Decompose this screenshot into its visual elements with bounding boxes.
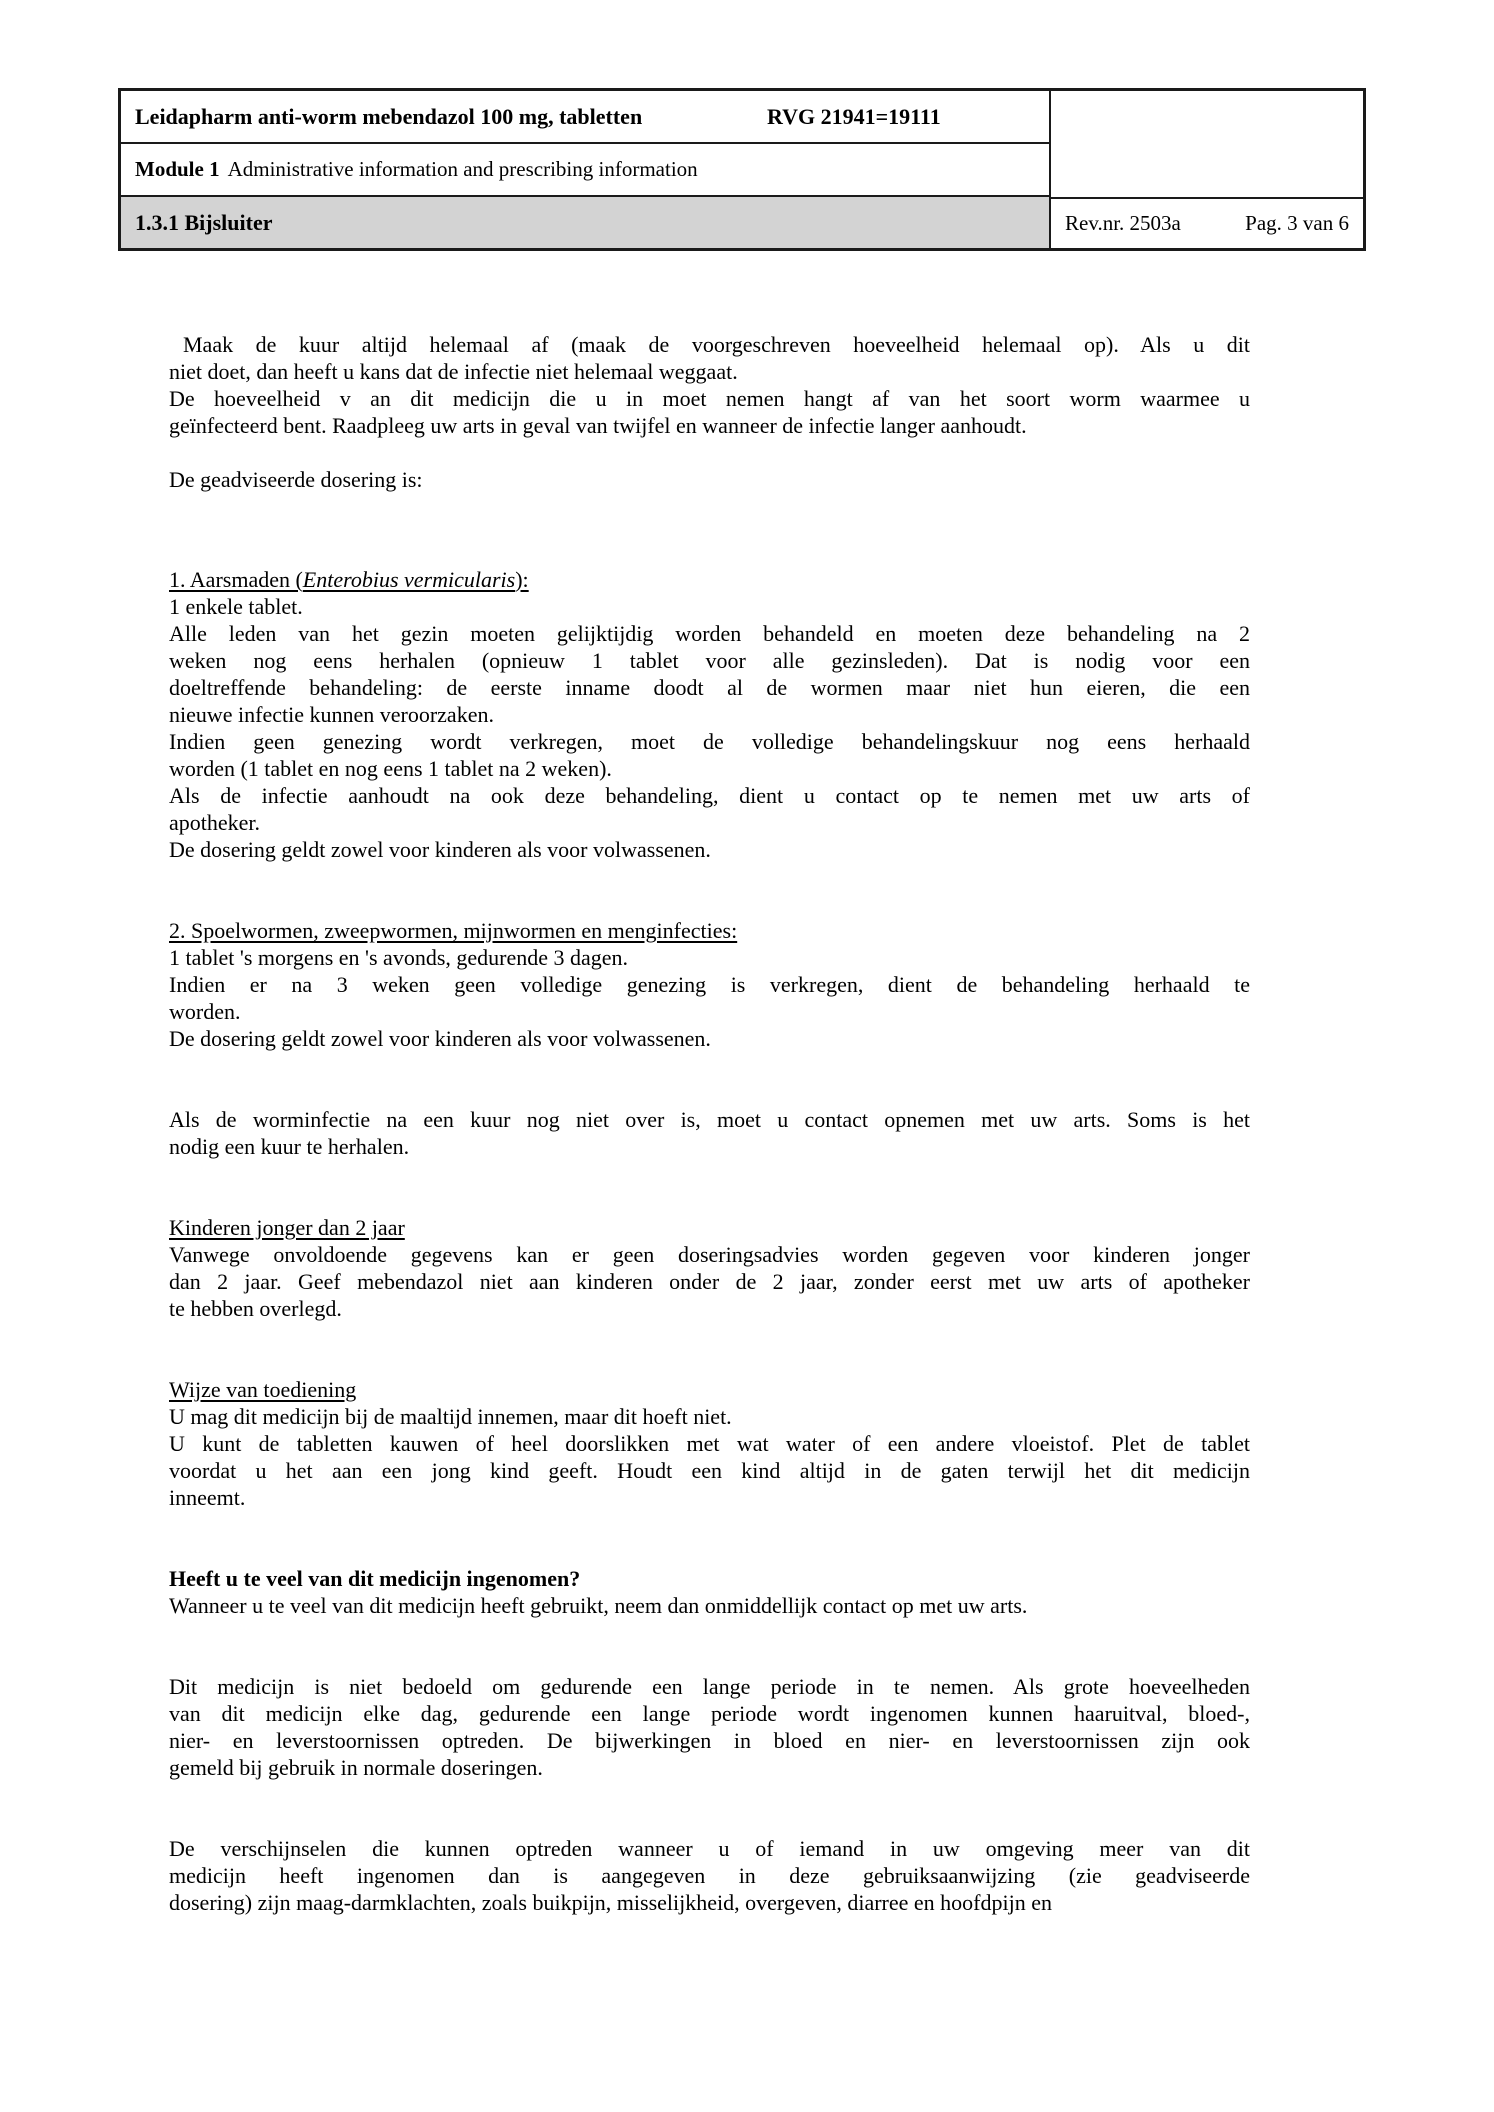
paragraph [169, 1835, 1250, 1916]
product-title: Leidapharm anti-worm mebendazol 100 mg, tabletten [135, 103, 643, 129]
text-line: nieuwe infectie kunnen veroorzaken. [169, 702, 494, 727]
text-line: nier- en leverstoornissen optreden. De bijwerkingen in bloed en nier- en leverstoornissen zijn ook [169, 1728, 1250, 1753]
paragraph [169, 385, 1250, 439]
text-line: Dit medicijn is niet bedoeld om gedurende een lange periode in te nemen. Als grote hoeveelheden [169, 1674, 1250, 1699]
text-line: De hoeveelheid v an dit medicijn die u in moet nemen hangt af van het soort worm waarmee u [169, 386, 1250, 411]
paragraph [169, 1025, 1250, 1052]
text-line: U kunt de tabletten kauwen of heel doorslikken met wat water of een andere vloeistof. Plet de tablet [169, 1431, 1250, 1456]
text-line: De dosering geldt zowel voor kinderen als voor volwassenen. [169, 1026, 711, 1051]
document-body [169, 331, 1250, 1916]
header-product-row [121, 91, 1049, 144]
paragraph [169, 1106, 1250, 1160]
header-module-row [121, 144, 1049, 197]
section-heading-underlined [169, 1214, 1250, 1241]
paragraph [169, 1592, 1250, 1619]
heading-text: 2. Spoelwormen, zweepwormen, mijnwormen en menginfecties: [169, 918, 738, 943]
text-line: Alle leden van het gezin moeten gelijktijdig worden behandeld en moeten deze behandeling na 2 [169, 621, 1250, 646]
text-line: van dit medicijn elke dag, gedurende een lange periode wordt ingenomen kunnen haaruitval, bloed-, [169, 1701, 1250, 1726]
heading-text: 1. Aarsmaden ( [169, 567, 303, 592]
section-label: 1.3.1 Bijsluiter [135, 209, 273, 235]
heading-text: ): [515, 567, 529, 592]
paragraph [169, 1430, 1250, 1511]
document-header-table [118, 88, 1366, 251]
section-heading-underlined [169, 566, 1250, 593]
section-heading-bold [169, 1565, 1250, 1592]
text-line: geïnfecteerd bent. Raadpleeg uw arts in geval van twijfel en wanneer de infectie langer aanhoudt. [169, 413, 1027, 438]
revision-number: Rev.nr. 2503a [1065, 211, 1181, 235]
text-line: nodig een kuur te herhalen. [169, 1134, 410, 1159]
text-line: worden (1 tablet en nog eens 1 tablet na 2 weken). [169, 756, 612, 781]
text-line: dan 2 jaar. Geef mebendazol niet aan kinderen onder de 2 jaar, zonder eerst met uw arts of apotheker [169, 1269, 1250, 1294]
header-rev-page-row [1051, 199, 1363, 248]
text-line: Wanneer u te veel van dit medicijn heeft gebruikt, neem dan onmiddellijk contact op met uw arts. [169, 1593, 1028, 1618]
text-line: U mag dit medicijn bij de maaltijd innemen, maar dit hoeft niet. [169, 1404, 732, 1429]
text-line: niet doet, dan heeft u kans dat de infectie niet helemaal weggaat. [169, 359, 738, 384]
heading-text: Kinderen jonger dan 2 jaar [169, 1215, 405, 1240]
text-line: doeltreffende behandeling: de eerste inname doodt al de wormen maar niet hun eieren, die een [169, 675, 1250, 700]
text-line: 1 tablet 's morgens en 's avonds, gedurende 3 dagen. [169, 945, 629, 970]
header-section-row [121, 197, 1049, 248]
text-line: Als de worminfectie na een kuur nog niet over is, moet u contact opnemen met uw arts. Soms is het [169, 1107, 1250, 1132]
paragraph [169, 944, 1250, 971]
paragraph [169, 593, 1250, 620]
paragraph [169, 466, 1250, 493]
paragraph [169, 728, 1250, 782]
text-line: worden. [169, 999, 241, 1024]
header-empty-cell [1051, 91, 1363, 199]
text-line: voordat u het aan een jong kind geeft. Houdt een kind altijd in de gaten terwijl het dit medicijn [169, 1458, 1250, 1483]
text-line: 1 enkele tablet. [169, 594, 303, 619]
text-line: gemeld bij gebruik in normale doseringen. [169, 1755, 543, 1780]
section-heading-underlined [169, 1376, 1250, 1403]
text-line: Maak de kuur altijd helemaal af (maak de voorgeschreven hoeveelheid helemaal op). Als u dit [183, 332, 1250, 357]
text-line: De dosering geldt zowel voor kinderen als voor volwassenen. [169, 837, 711, 862]
text-line: weken nog eens herhalen (opnieuw 1 tablet voor alle gezinsleden). Dat is nodig voor een [169, 648, 1250, 673]
paragraph [169, 836, 1250, 863]
page-number: Pag. 3 van 6 [1245, 211, 1349, 235]
heading-text: Heeft u te veel van dit medicijn ingenomen? [169, 1566, 581, 1591]
rvg-number: RVG 21941=19111 [767, 103, 941, 129]
text-line: te hebben overlegd. [169, 1296, 342, 1321]
paragraph [169, 331, 1250, 385]
text-line: medicijn heeft ingenomen dan is aangegeven in deze gebruiksaanwijzing (zie geadviseerde [169, 1863, 1250, 1888]
paragraph [169, 1241, 1250, 1322]
paragraph [169, 1673, 1250, 1781]
section-heading-underlined [169, 917, 1250, 944]
module-text: Administrative information and prescribing information [227, 157, 698, 181]
header-left-column [121, 91, 1051, 248]
text-line: dosering) zijn maag-darmklachten, zoals buikpijn, misselijkheid, overgeven, diarree en hoofdpijn en [169, 1890, 1052, 1915]
header-right-column [1051, 91, 1363, 248]
text-line: Vanwege onvoldoende gegevens kan er geen doseringsadvies worden gegeven voor kinderen jonger [169, 1242, 1250, 1267]
text-line: inneemt. [169, 1485, 246, 1510]
paragraph [169, 782, 1250, 836]
text-line: De verschijnselen die kunnen optreden wanneer u of iemand in uw omgeving meer van dit [169, 1836, 1250, 1861]
heading-text: Wijze van toediening [169, 1377, 357, 1402]
text-line: Indien geen genezing wordt verkregen, moet de volledige behandelingskuur nog eens herhaald [169, 729, 1250, 754]
paragraph [169, 1403, 1250, 1430]
species-name-italic: Enterobius vermicularis [302, 567, 516, 592]
text-line: De geadviseerde dosering is: [169, 467, 423, 492]
text-line: Als de infectie aanhoudt na ook deze behandeling, dient u contact op te nemen met uw arts of [169, 783, 1250, 808]
text-line: apotheker. [169, 810, 261, 835]
module-label: Module 1 [135, 157, 220, 181]
paragraph [169, 971, 1250, 1025]
paragraph [169, 620, 1250, 728]
text-line: Indien er na 3 weken geen volledige genezing is verkregen, dient de behandeling herhaald te [169, 972, 1250, 997]
